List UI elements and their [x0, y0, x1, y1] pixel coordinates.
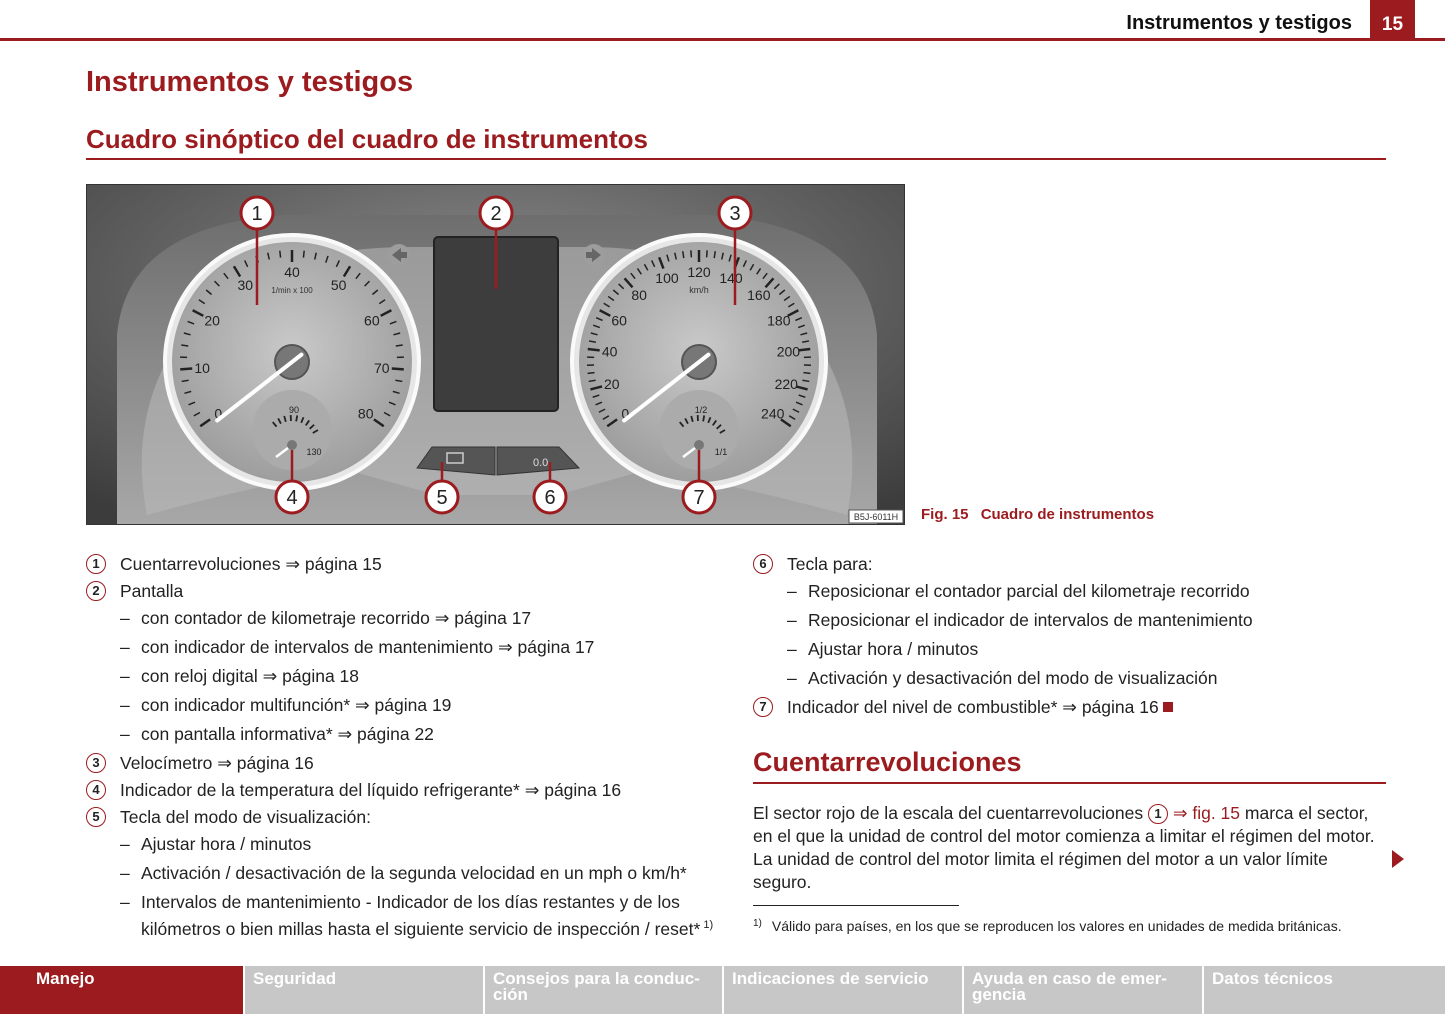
speed-tick — [798, 349, 810, 350]
nav-tab-2[interactable]: Seguridad — [245, 966, 483, 1014]
speed-tick — [707, 250, 708, 257]
speed-tick — [714, 251, 715, 258]
rev-tick-label: 20 — [204, 312, 220, 329]
legend-list-right — [753, 553, 1393, 723]
fuel-label: 1/2 — [694, 405, 708, 415]
header-rule — [0, 38, 1445, 41]
speed-tick-label: 80 — [631, 286, 647, 303]
temp-label: 90 — [288, 405, 300, 415]
legend-subitem — [86, 833, 726, 856]
callout-number-4: 4 — [286, 487, 298, 509]
figure-caption-text: Cuadro de instrumentos — [980, 506, 1155, 523]
speed-tick-label: 240 — [761, 405, 785, 422]
footnote-reference: 1) — [700, 919, 714, 931]
legend-callout-number: 5 — [86, 807, 106, 827]
dash-marker: – — [120, 892, 130, 912]
nav-tab-4[interactable]: Indicaciones de servicio — [724, 966, 962, 1014]
rev-tick-label: 40 — [284, 264, 300, 280]
speed-tick-label: 160 — [747, 286, 771, 303]
legend-item-7 — [753, 696, 1393, 718]
legend-callout-number: 3 — [86, 753, 106, 773]
rev-unit-label: 1/min x 100 — [271, 286, 313, 295]
legend-subitem-text: con reloj digital ⇒ página 18 — [141, 666, 359, 686]
speed-tick-label: 100 — [655, 269, 679, 286]
next-page-arrow-icon[interactable] — [1392, 850, 1404, 868]
legend-subitem — [86, 891, 726, 941]
footnote-mark: 1) — [753, 918, 762, 929]
legend-item-1 — [86, 553, 726, 575]
legend-item-6 — [753, 553, 1393, 575]
speed-tick-label: 120 — [687, 264, 711, 280]
dash-marker: – — [787, 668, 797, 688]
legend-subitem-text: con indicador multifunción* ⇒ página 19 — [141, 695, 452, 715]
speed-tick-label: 140 — [719, 269, 743, 286]
callout-number-7: 7 — [693, 487, 705, 509]
legend-subitem-text: con pantalla informativa* ⇒ página 22 — [141, 724, 434, 744]
rev-tick — [180, 369, 192, 370]
cuentarrevoluciones-paragraph — [753, 802, 1388, 894]
legend-subitem — [86, 636, 726, 659]
rev-tick — [181, 345, 188, 346]
dash-marker: – — [120, 695, 130, 715]
legend-subitem-text: con contador de kilometraje recorrido ⇒ página 17 — [141, 608, 532, 628]
rev-tick-label: 30 — [237, 277, 254, 294]
rev-tick-label: 70 — [374, 359, 390, 376]
legend-item-text: Indicador de la temperatura del líquido refrigerante* ⇒ página 16 — [120, 780, 622, 800]
legend-callout-number: 7 — [753, 697, 773, 717]
legend-subitem-text: Ajustar hora / minutos — [808, 639, 979, 659]
legend-item-4 — [86, 779, 726, 801]
section-title-cuentarrevoluciones: Cuentarrevoluciones — [753, 747, 1022, 777]
legend-item-text: Pantalla — [120, 581, 184, 601]
speed-tick-label: 180 — [767, 312, 791, 329]
legend-item-5 — [86, 806, 726, 828]
speed-tick-label: 20 — [603, 376, 620, 393]
rev-tick-label: 80 — [357, 405, 374, 422]
figure-code: B5J-6011H — [853, 512, 899, 522]
speed-tick-label: 220 — [774, 376, 798, 393]
temp-hub — [287, 440, 297, 450]
figure-caption-number: Fig. 15 — [921, 506, 969, 523]
speed-tick-label: 60 — [611, 312, 627, 329]
rev-tick — [303, 251, 304, 258]
legend-callout-number: 4 — [86, 780, 106, 800]
rev-tick-label: 0 — [214, 405, 223, 422]
section-end-square — [1163, 702, 1173, 712]
speed-tick — [588, 373, 595, 374]
para-text-before: El sector rojo de la escala del cuentarrevoluciones — [753, 803, 1144, 823]
callout-number-2: 2 — [490, 203, 502, 225]
dash-marker: – — [120, 608, 130, 628]
legend-subitem-text: Activación / desactivación de la segunda velocidad en un mph o km/h* — [141, 863, 687, 883]
section3-rule — [753, 782, 1386, 784]
legend-subitem-text: Intervalos de mantenimiento - Indicador de los días restantes y de los kilómetros o bien millas hasta el siguiente servicio de inspección / reset* — [141, 892, 701, 939]
speed-tick-label: 40 — [601, 343, 618, 360]
temp-label: 130 — [306, 447, 322, 457]
rev-tick-label: 10 — [194, 359, 210, 376]
callout-number-5: 5 — [436, 487, 448, 509]
legend-subitem — [753, 580, 1393, 603]
legend-item-text: Cuentarrevoluciones ⇒ página 15 — [120, 554, 382, 574]
legend-callout-number: 6 — [753, 554, 773, 574]
figure-caption — [921, 506, 1154, 523]
legend-item-text: Tecla para: — [787, 554, 873, 574]
dash-marker: – — [120, 724, 130, 744]
legend-subitem — [86, 607, 726, 630]
legend-item-3 — [86, 752, 726, 774]
speed-tick — [588, 349, 600, 350]
legend-list-left — [86, 553, 726, 947]
callout-number-1: 1 — [251, 203, 263, 225]
legend-subitem — [753, 638, 1393, 661]
nav-tab-1[interactable]: Manejo — [0, 966, 243, 1014]
rev-tick — [280, 251, 281, 258]
chapter-navigation-bar — [0, 966, 1445, 1014]
legend-subitem — [86, 862, 726, 885]
speed-tick — [691, 250, 692, 257]
subsection-title: Cuadro sinóptico del cuadro de instrumentos — [86, 124, 648, 154]
footnote — [753, 918, 1342, 934]
page-number-badge: 15 — [1370, 0, 1415, 40]
legend-item-text: Tecla del modo de visualización: — [120, 807, 371, 827]
legend-subitem-text: Activación y desactivación del modo de visualización — [808, 668, 1218, 688]
legend-subitem — [753, 667, 1393, 690]
nav-tab-5[interactable]: Ayuda en caso de emer-gencia — [964, 966, 1202, 1014]
callout-number-3: 3 — [729, 203, 741, 225]
legend-item-text: Velocímetro ⇒ página 16 — [120, 753, 314, 773]
legend-subitem — [86, 665, 726, 688]
para-text-after: marca el sector, en el que la unidad de control del motor comienza a limitar el régimen del motor. La unidad de control del motor limita el régimen del motor a un valor límite seguro. — [753, 803, 1375, 892]
section-title: Instrumentos y testigos — [86, 66, 414, 98]
speed-tick-label: 200 — [776, 343, 801, 360]
rev-tick — [392, 369, 404, 370]
speed-unit-label: km/h — [689, 285, 709, 295]
dash-marker: – — [120, 863, 130, 883]
legend-item-text: Indicador del nivel de combustible* ⇒ página 16 — [787, 697, 1159, 717]
speed-tick — [803, 373, 810, 374]
dash-marker: – — [787, 581, 797, 601]
nav-tab-6[interactable]: Datos técnicos — [1204, 966, 1445, 1014]
legend-callout-number: 1 — [86, 554, 106, 574]
dash-marker: – — [787, 610, 797, 630]
nav-tab-3[interactable]: Consejos para la conduc-ción — [485, 966, 722, 1014]
para-ref-callout: 1 — [1148, 804, 1168, 824]
rev-tick-label: 50 — [330, 277, 347, 294]
dash-marker: – — [120, 666, 130, 686]
footnote-rule — [753, 905, 959, 906]
rev-tick-label: 60 — [364, 312, 380, 329]
legend-subitem — [753, 609, 1393, 632]
footnote-text: Válido para países, en los que se reproducen los valores en unidades de medida británicas. — [771, 918, 1342, 934]
reset-button-label: 0.0 — [533, 457, 549, 469]
dash-marker: – — [120, 637, 130, 657]
speed-tick-label: 0 — [621, 405, 630, 422]
legend-callout-number: 2 — [86, 581, 106, 601]
dash-marker: – — [787, 639, 797, 659]
instrument-cluster-figure — [86, 184, 905, 525]
para-fig-link[interactable]: ⇒ fig. 15 — [1172, 803, 1241, 823]
legend-subitem-text: Ajustar hora / minutos — [141, 834, 312, 854]
legend-item-2 — [86, 580, 726, 602]
subsection-rule — [86, 158, 1386, 160]
fuel-tick — [703, 415, 704, 421]
fuel-label: 1/1 — [714, 447, 728, 457]
dash-marker: – — [120, 834, 130, 854]
fuel-hub — [694, 440, 704, 450]
speed-tick — [683, 251, 684, 258]
legend-subitem — [86, 694, 726, 717]
instrument-cluster-illustration — [87, 185, 905, 525]
legend-subitem-text: Reposicionar el contador parcial del kilometraje recorrido — [808, 581, 1250, 601]
running-header-title: Instrumentos y testigos — [1126, 12, 1352, 34]
legend-subitem-text: con indicador de intervalos de mantenimiento ⇒ página 17 — [141, 637, 595, 657]
legend-subitem-text: Reposicionar el indicador de intervalos de mantenimiento — [808, 610, 1253, 630]
legend-subitem — [86, 723, 726, 746]
callout-number-6: 6 — [544, 487, 556, 509]
rev-tick — [396, 345, 403, 346]
temp-tick — [296, 415, 297, 421]
